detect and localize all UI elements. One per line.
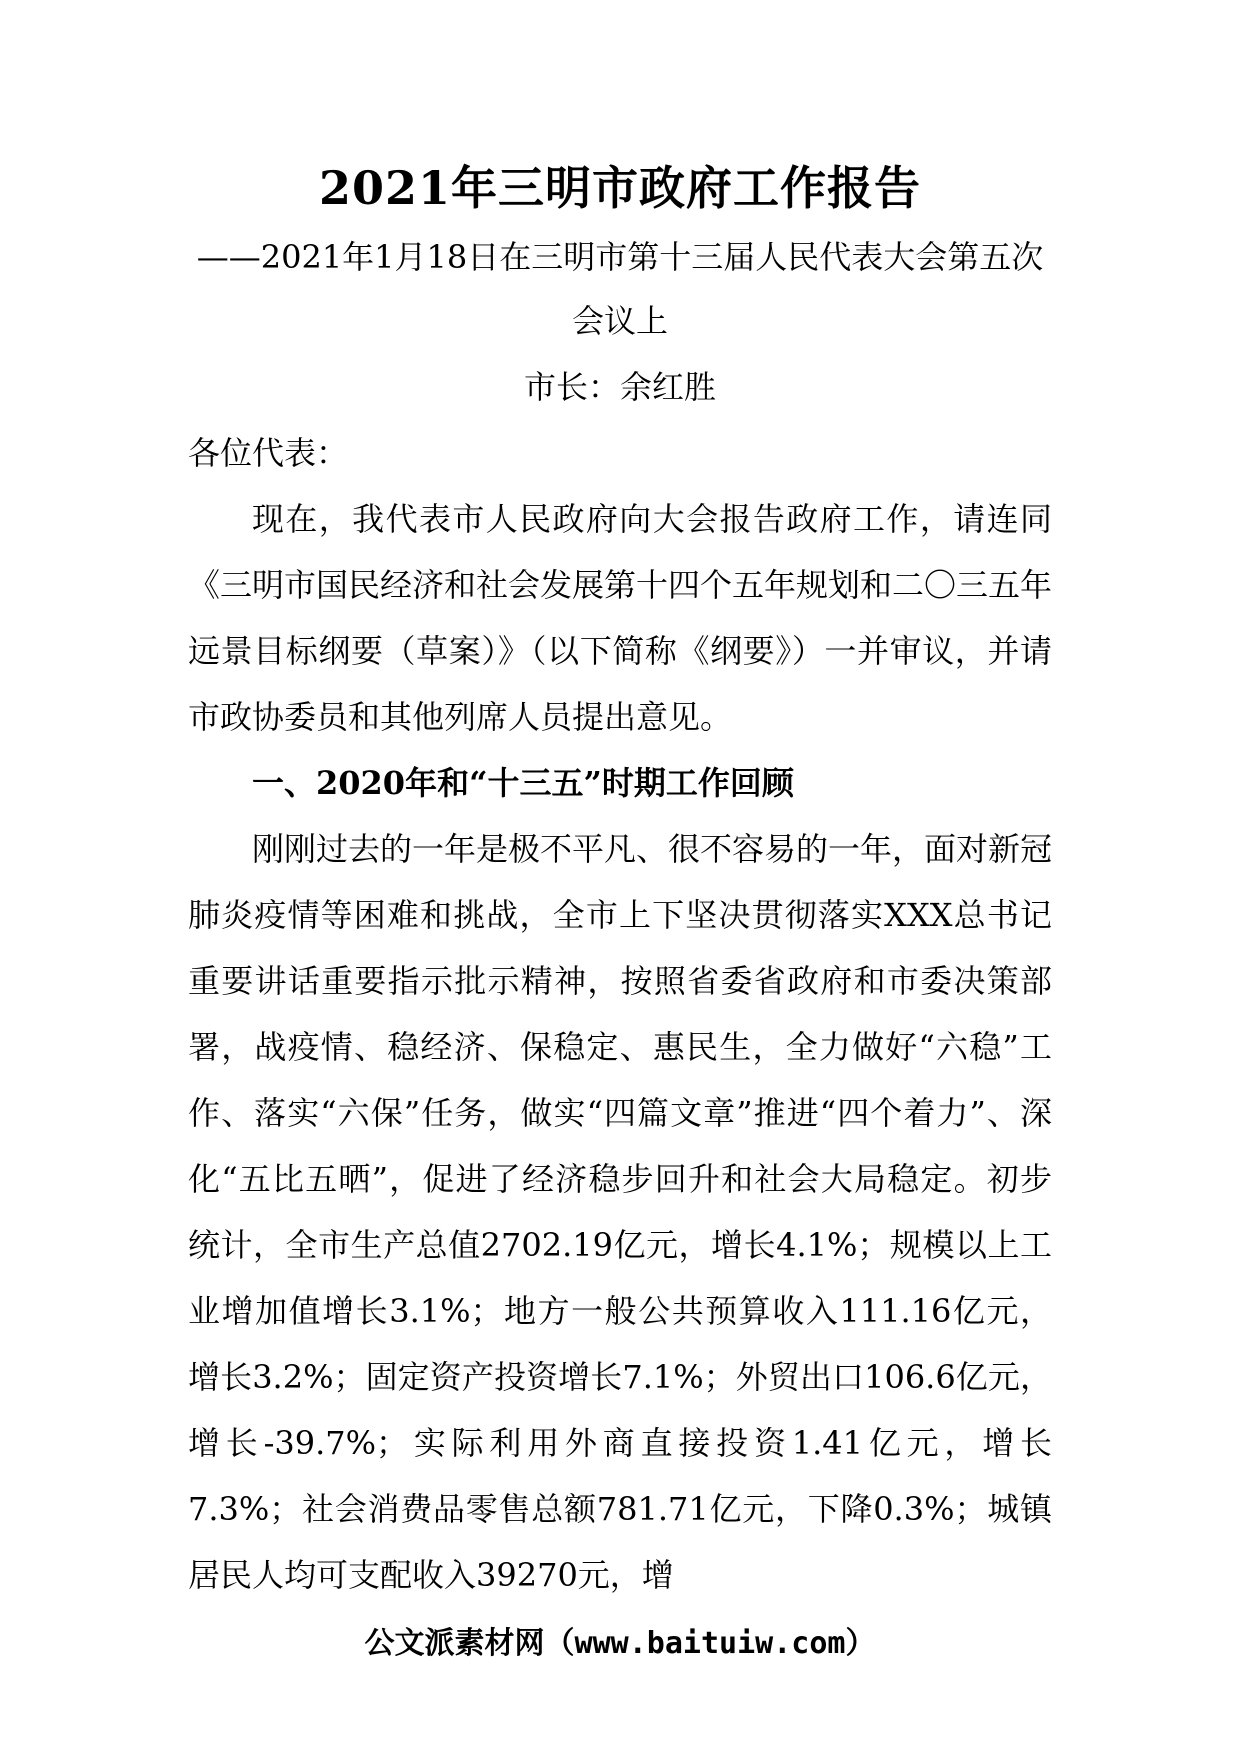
paragraph-intro: 现在，我代表市人民政府向大会报告政府工作，请连同《三明市国民经济和社会发展第十四个五年规划和二〇三五年远景目标纲要（草案）》（以下简称《纲要》）一并审议，并请市政协委员和其他列席人员提出意见。: [188, 500, 1053, 736]
document-author: 市长：余红胜: [523, 368, 716, 406]
document-subtitle: ——2021年1月18日在三明市第十三届人民代表大会第五次会议上: [196, 238, 1044, 340]
footer-watermark: [0, 1620, 1240, 1668]
footer-url: （www.baituiw.com）: [544, 1626, 876, 1661]
document-title: 2021年三明市政府工作报告: [318, 161, 922, 215]
footer-site-name: 公文派素材网: [364, 1626, 545, 1661]
salutation: 各位代表：: [188, 434, 349, 472]
section-heading: 一、2020年和“十三五”时期工作回顾: [252, 764, 794, 802]
paragraph-review: 刚刚过去的一年是极不平凡、很不容易的一年，面对新冠肺炎疫情等困难和挑战，全市上下坚决贯彻落实XXX总书记重要讲话重要指示批示精神，按照省委省政府和市委决策部署，战疫情、稳经济、保稳定、惠民生，全力做好“六稳”工作、落实“六保”任务，做实“四篇文章”推进“四个着力”、深化“五比五晒”，促进了经济稳步回升和社会大局稳定。初步统计，全市生产总值2702.19亿元，增长4.1%；规模以上工业增加值增长3.1%；地方一般公共预算收入111.16亿元，增长3.2%；固定资产投资增长7.1%；外贸出口106.6亿元，增长-39.7%；实际利用外商直接投资1.41亿元，增长7.3%；社会消费品零售总额781.71亿元，下降0.3%；城镇居民人均可支配收入39270元，增: [188, 830, 1052, 1594]
